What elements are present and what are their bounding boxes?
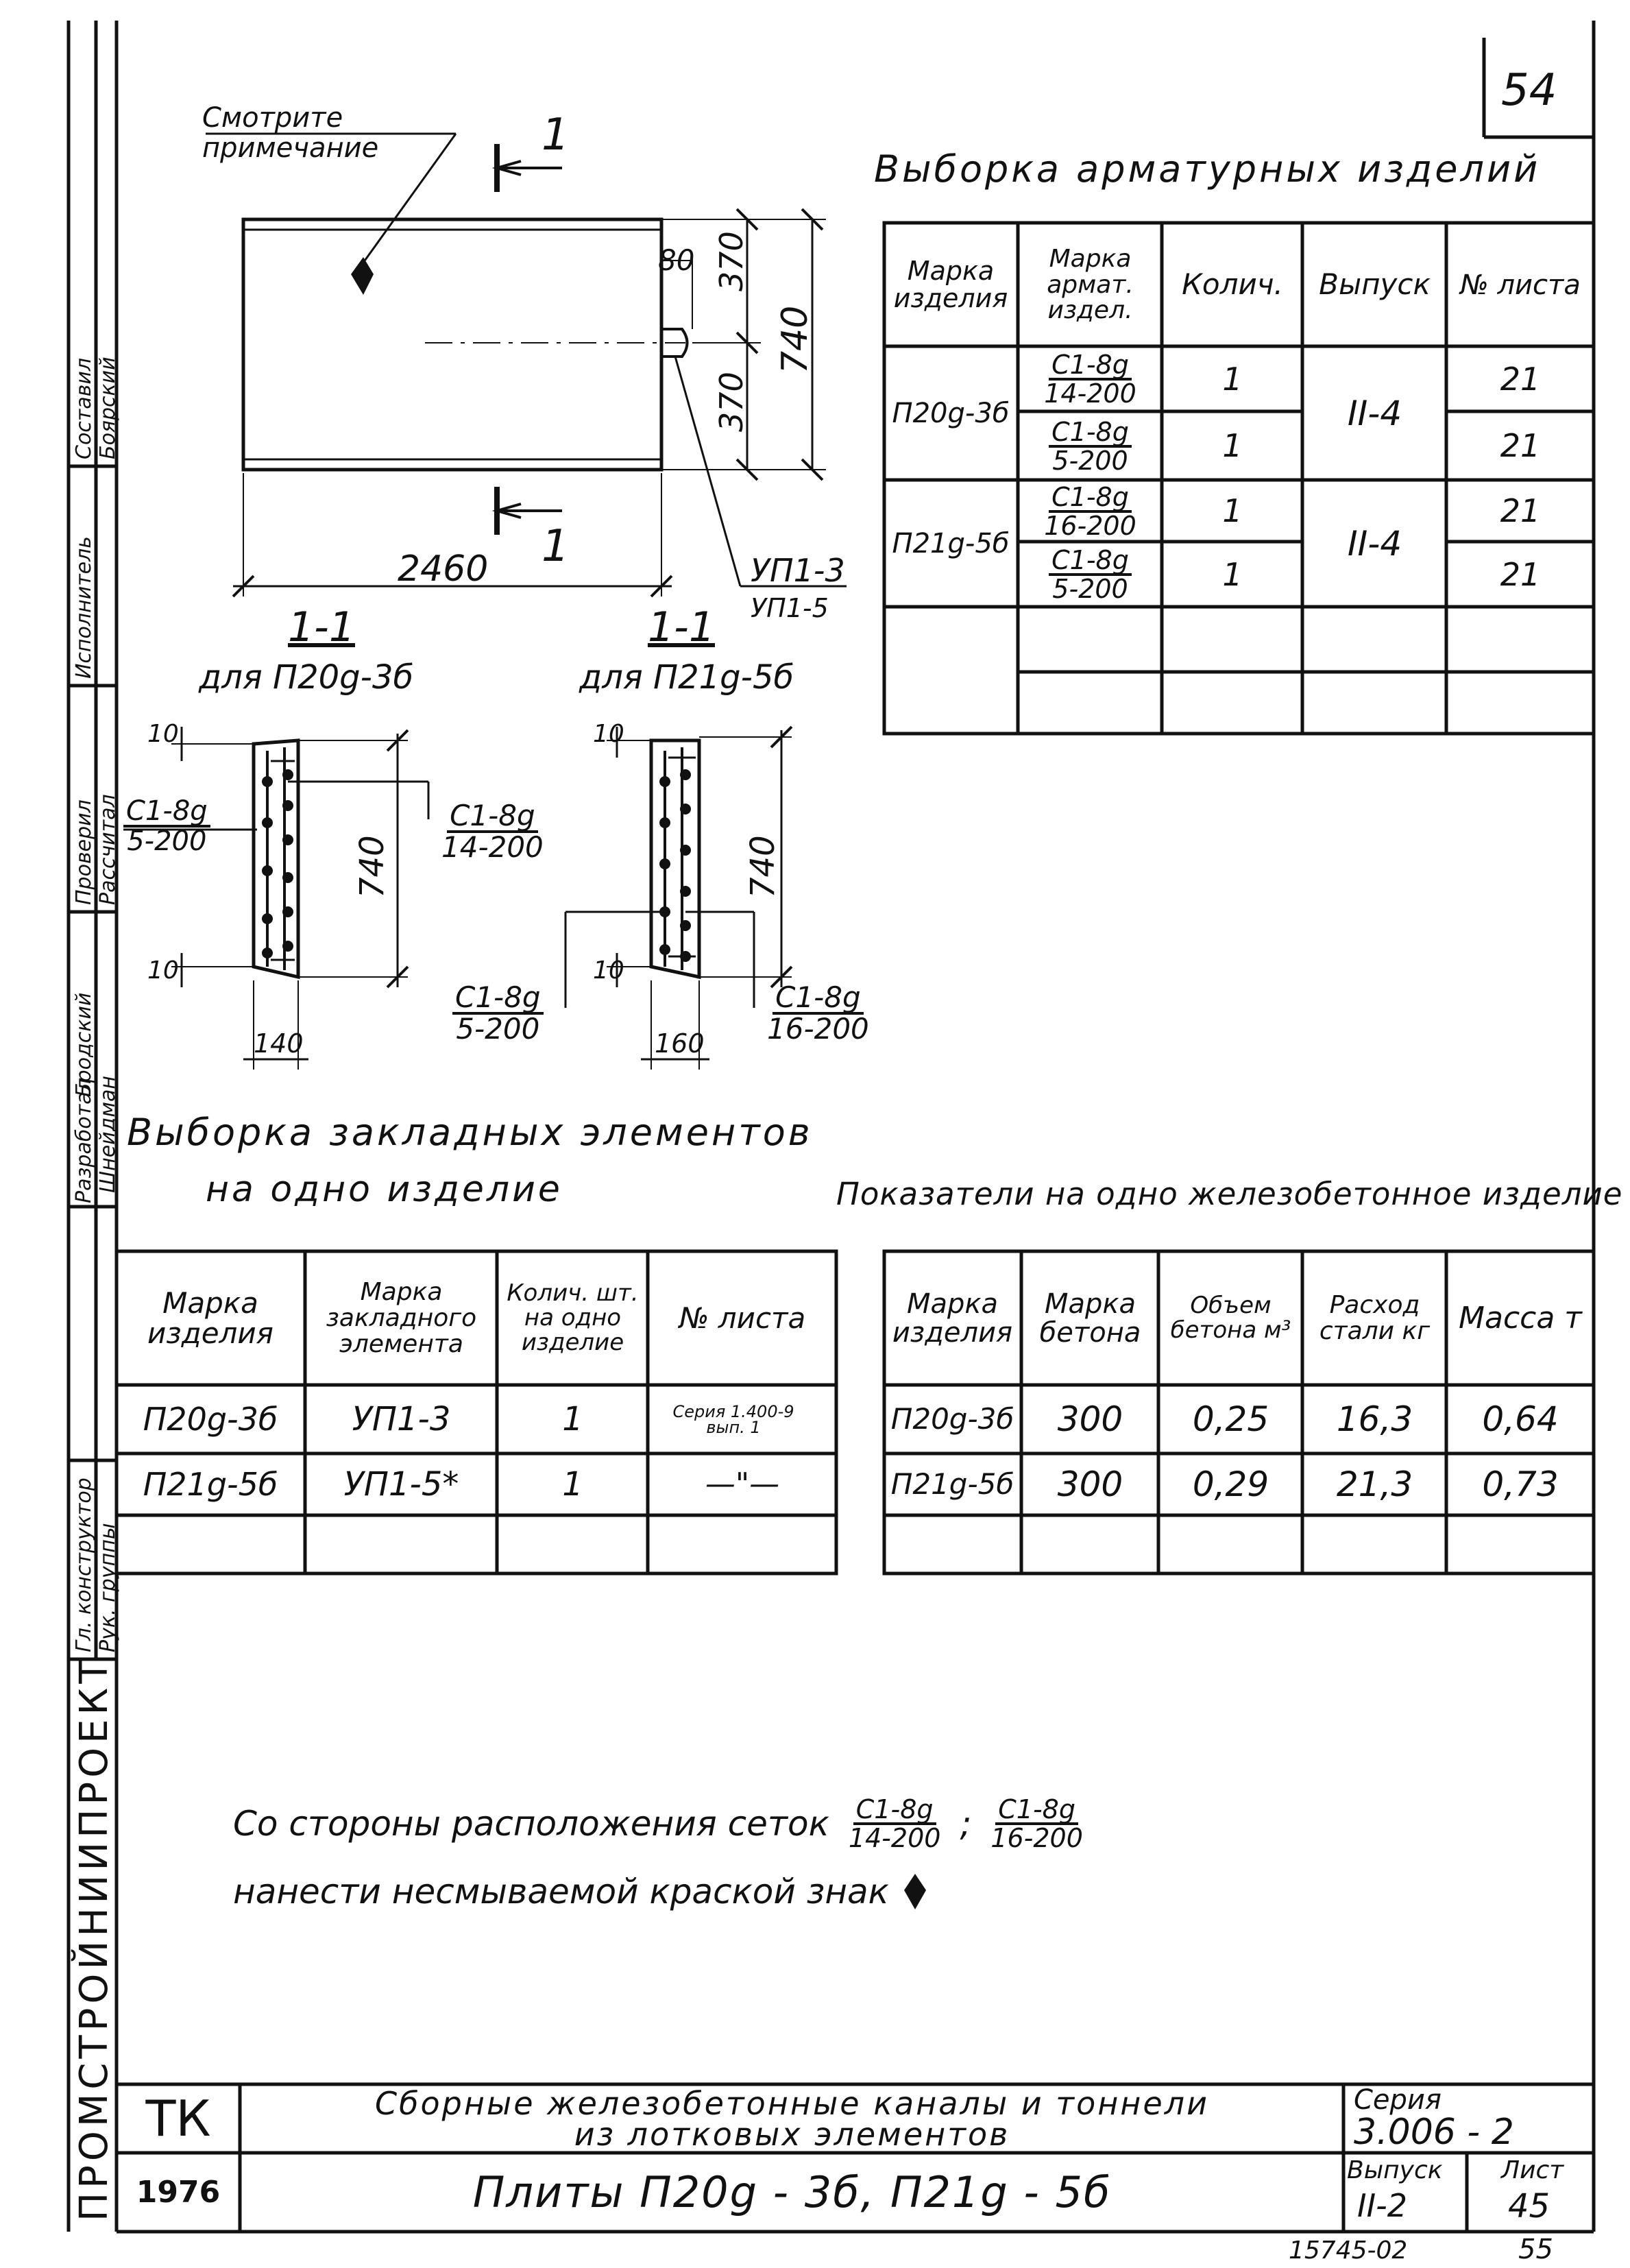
dim-80: 80 — [658, 243, 695, 277]
section-a-mesh-right: $\frac{С1-8g}{14-200}$ — [441, 799, 544, 864]
dim-2460: 2460 — [398, 548, 489, 590]
indicator-row1-mark: П20g-3б — [890, 1402, 1014, 1436]
drawing-title-1: Сборные железобетонные каналы и тоннели — [375, 2084, 1209, 2122]
rebar-row2-sub1-qty: 1 — [1222, 492, 1243, 530]
section-b-dim-160: 160 — [655, 1028, 705, 1059]
rebar-row1-sub1-mark: $\frac{С1-8g}{14-200}$ — [1044, 350, 1136, 409]
rebar-table-title: Выборка арматурных изделий — [874, 147, 1541, 191]
name-shneidman: Шнейдман — [96, 1075, 120, 1193]
embed-row2-element: УП1-5* — [343, 1465, 459, 1504]
indicator-row1-concrete: 300 — [1057, 1399, 1123, 1440]
note-separator: ; — [960, 1804, 972, 1844]
inventory-number: 15745-02 — [1289, 2236, 1408, 2265]
rebar-row1-sub2-qty: 1 — [1222, 427, 1243, 465]
series-label: Серия — [1354, 2084, 1442, 2116]
indicator-header-mass: Масса т — [1459, 1300, 1582, 1336]
rebar-row1-sub2-sheet: 21 — [1500, 427, 1541, 465]
rebar-header-sheet: № листа — [1460, 269, 1581, 301]
org-name: ПРОМСТРОЙНИИПРОЕКТ — [72, 1656, 117, 2221]
name-boyarsky: Боярский — [96, 357, 120, 459]
rebar-row2-mark: П21g-5б — [892, 528, 1010, 559]
indicator-row2-mass: 0,73 — [1482, 1464, 1559, 1505]
section-b-dim-740: 740 — [744, 835, 782, 898]
role-executor: Исполнитель — [72, 536, 96, 679]
note-line-1-text: Со стороны расположения сеток — [233, 1804, 829, 1844]
embed-row1-sheet: Серия 1.400-9 вып. 1 — [672, 1401, 794, 1437]
issue-value: II-2 — [1357, 2187, 1407, 2224]
indicator-table-title: Показатели на одно железобетонное изделие — [836, 1176, 1623, 1212]
embed-row2-mark: П21g-5б — [143, 1466, 278, 1504]
rebar-row2-sub2-sheet: 21 — [1500, 555, 1541, 593]
note-frac-1: $\frac{С1-8g}{14-200}$ — [848, 1794, 941, 1853]
section-mark-bottom: 1 — [542, 521, 570, 572]
sheet-number: 54 — [1501, 65, 1557, 116]
indicator-row2-volume: 0,29 — [1192, 1464, 1269, 1505]
embed-row1-qty: 1 — [562, 1400, 583, 1439]
issue-label: Выпуск — [1347, 2156, 1443, 2184]
name-brodsky: Бродский — [72, 992, 96, 1097]
indicator-row2-mark: П21g-5б — [890, 1467, 1014, 1501]
embed-header-element: Марка закладного элемента — [326, 1278, 477, 1358]
section-b-title: 1-1 — [648, 603, 715, 651]
section-a-dim-140: 140 — [254, 1028, 304, 1059]
section-a-title: 1-1 — [288, 603, 355, 651]
note-line-2 — [233, 1872, 927, 1911]
diamond-mark-icon — [903, 1872, 927, 1911]
rebar-row1-sub2-mark: $\frac{С1-8g}{5-200}$ — [1020, 413, 1160, 479]
note-line-2-text: нанести несмываемой краской знак — [233, 1872, 889, 1911]
year: 1976 — [136, 2174, 221, 2210]
indicator-header-volume: Объем бетона м³ — [1170, 1292, 1291, 1344]
rebar-header-issue: Выпуск — [1319, 267, 1431, 302]
section-b-mesh-left: $\frac{С1-8g}{5-200}$ — [452, 980, 544, 1043]
org-code: ТК — [145, 2089, 211, 2147]
dim-370-bottom: 370 — [713, 372, 750, 432]
drawing-subtitle: Плиты П20g - 3б, П21g - 5б — [472, 2167, 1112, 2218]
section-b-dim-top: 10 — [593, 720, 624, 748]
indicator-header-concrete: Марка бетона — [1039, 1288, 1141, 1349]
rebar-row2-sub2-qty: 1 — [1222, 555, 1243, 593]
rebar-row2-sub1-mark: $\frac{С1-8g}{16-200}$ — [1044, 481, 1136, 541]
dim-370-top: 370 — [713, 231, 750, 291]
rebar-row2-sub1-sheet: 21 — [1500, 492, 1541, 530]
note-label: Смотрите примечание — [202, 102, 379, 164]
indicator-row1-mass: 0,64 — [1482, 1399, 1559, 1440]
section-a-dim-top: 10 — [147, 720, 179, 748]
drawing-title-2: из лотковых элементов — [574, 2115, 1010, 2153]
rebar-header-mark: Марка изделия — [893, 255, 1008, 313]
rebar-header-reinf: Марка армат. издел. — [1047, 244, 1134, 325]
section-b-mesh-right: $\frac{С1-8g}{16-200}$ — [767, 980, 869, 1046]
embed-header-sheet: № листа — [679, 1301, 806, 1335]
note-frac-2: $\frac{С1-8g}{16-200}$ — [990, 1794, 1083, 1853]
embed-row1-mark: П20g-3б — [143, 1401, 278, 1438]
element-up1-5: УП1-5 — [751, 593, 829, 623]
section-a-dim-bottom: 10 — [147, 956, 179, 985]
section-a-subtitle: для П20g-3б — [199, 658, 414, 697]
rebar-header-qty: Колич. — [1182, 267, 1283, 302]
rebar-row1-sub1-sheet: 21 — [1500, 360, 1541, 398]
embed-row2-qty: 1 — [562, 1465, 583, 1504]
embed-row2-sheet: —"— — [705, 1467, 780, 1502]
indicator-row2-concrete: 300 — [1057, 1464, 1123, 1505]
section-a-mesh-left: $\frac{С1-8g}{5-200}$ — [123, 795, 210, 855]
section-a-dim-740: 740 — [353, 835, 391, 898]
sheet-value: 45 — [1508, 2187, 1550, 2225]
section-b-dim-bottom: 10 — [593, 956, 624, 985]
role-compiled: Составил — [72, 357, 96, 459]
embed-row1-element: УП1-3 — [352, 1400, 451, 1439]
rebar-row2-sub2-mark: $\frac{С1-8g}{5-200}$ — [1020, 544, 1160, 605]
rebar-row1-mark: П20g-3б — [892, 398, 1010, 429]
role-group: Рук. группы — [96, 1523, 120, 1652]
element-up1-3: УП1-3 — [751, 552, 845, 589]
indicator-header-steel: Расход стали кг — [1319, 1291, 1431, 1345]
name-calculated: Рассчитал — [96, 794, 120, 905]
rebar-row1-sub1-qty: 1 — [1222, 360, 1243, 398]
series-value: 3.006 - 2 — [1354, 2112, 1514, 2153]
indicator-header-mark: Марка изделия — [892, 1288, 1013, 1349]
sheet-label: Лист — [1501, 2156, 1564, 2184]
note-line-1 — [233, 1796, 1086, 1851]
embed-header-qty: Колич. шт. на одно изделие — [507, 1279, 639, 1356]
dim-740-plan: 740 — [775, 305, 816, 374]
embed-header-mark: Марка изделия — [147, 1286, 273, 1350]
role-developer: Разработал — [72, 1078, 96, 1203]
embed-table-title-1: Выборка закладных элементов — [127, 1111, 813, 1154]
role-chief: Гл. конструктор — [72, 1477, 96, 1652]
role-checked: Проверил — [72, 799, 96, 905]
page-number: 55 — [1518, 2234, 1553, 2265]
embed-table-title-2: на одно изделие — [206, 1169, 563, 1210]
indicator-row1-volume: 0,25 — [1192, 1399, 1269, 1440]
section-mark-top: 1 — [542, 110, 570, 160]
section-b-subtitle: для П21g-5б — [579, 658, 794, 697]
rebar-row1-issue: II-4 — [1347, 393, 1402, 433]
indicator-row1-steel: 16,3 — [1336, 1399, 1413, 1440]
rebar-row2-issue: II-4 — [1347, 523, 1402, 564]
indicator-row2-steel: 21,3 — [1336, 1464, 1413, 1505]
